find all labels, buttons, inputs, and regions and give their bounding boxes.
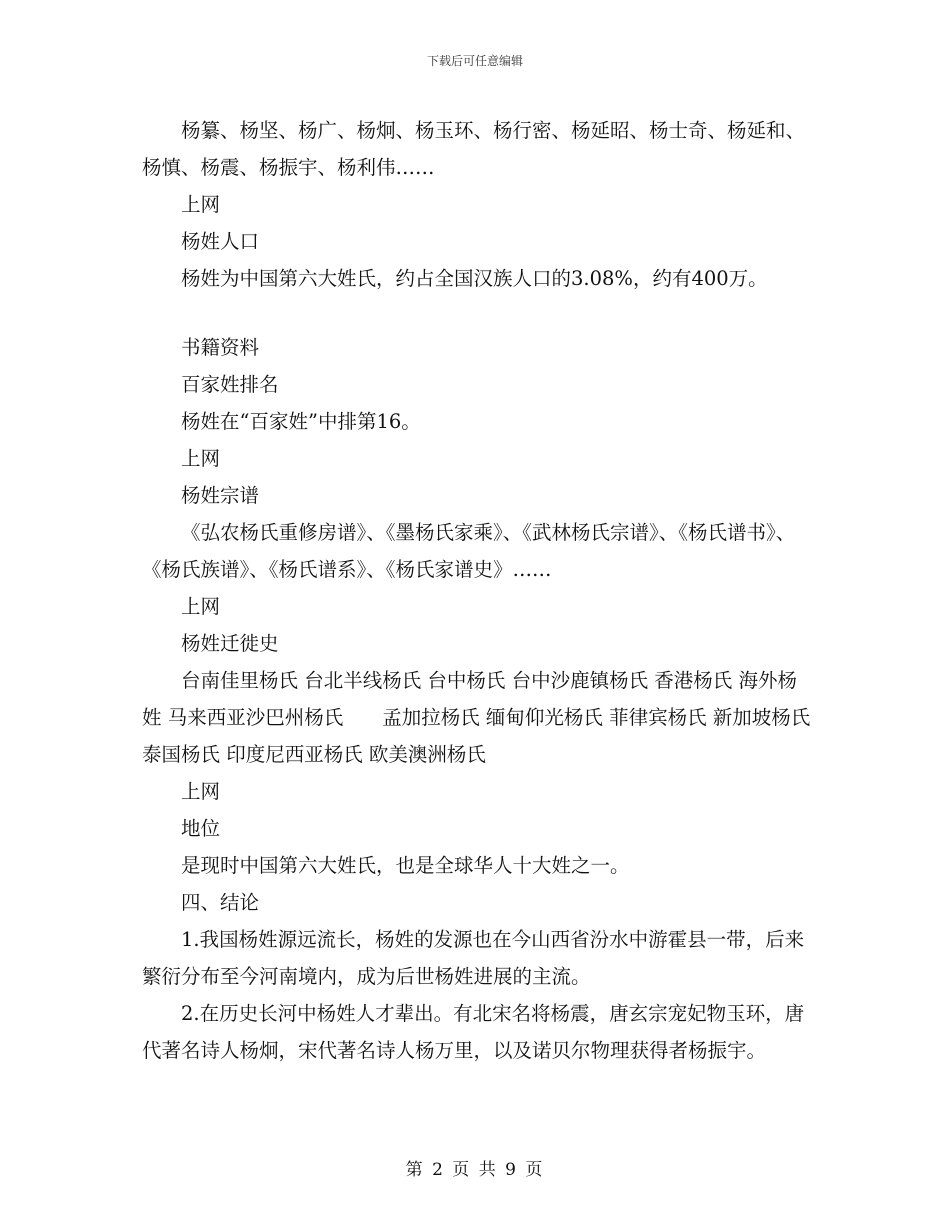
heading-ranking: 百家姓排名 — [181, 373, 279, 396]
paragraph-famous-people: 杨纂、杨坚、杨广、杨炯、杨玉环、杨行密、杨延昭、杨士奇、杨延和、杨慎、杨震、杨振宇、杨利伟…… — [142, 119, 806, 179]
paragraph-conclusion-2: 2.在历史长河中杨姓人才辈出。有北宋名将杨震，唐玄宗宠妃物玉环，唐代著名诗人杨炯，宋代著名诗人杨万里，以及诺贝尔物理获得者杨振宇。 — [142, 1002, 805, 1062]
paragraph-online-4: 上网 — [181, 780, 221, 803]
paragraph-migration: 台南佳里杨氏 台北半线杨氏 台中杨氏 台中沙鹿镇杨氏 香港杨氏 海外杨姓 马来西亚沙巴州杨氏 孟加拉杨氏 缅甸仰光杨氏 菲律宾杨氏 新加坡杨氏 泰国杨氏 印度尼西亚杨氏 欧美澳洲杨氏 — [142, 669, 811, 766]
paragraph-online-2: 上网 — [181, 447, 221, 470]
heading-conclusion: 四、结论 — [181, 891, 260, 914]
paragraph-online-1: 上网 — [181, 193, 221, 216]
paragraph-genealogy: 《弘农杨氏重修房谱》、《墨杨氏家乘》、《武林杨氏宗谱》、《杨氏谱书》、《杨氏族谱》、《杨氏谱系》、《杨氏家谱史》…… — [142, 521, 796, 581]
page-header: 下载后可任意编辑 — [426, 54, 523, 68]
paragraph-conclusion-1: 1.我国杨姓源远流长，杨姓的发源也在今山西省汾水中游霍县一带，后来繁衍分布至今河南境内，成为后世杨姓进展的主流。 — [142, 928, 805, 988]
heading-status: 地位 — [181, 817, 221, 840]
spacer — [142, 297, 812, 329]
paragraph-ranking: 杨姓在“百家姓”中排第16。 — [181, 410, 421, 433]
page-footer: 第 2 页 共 9 页 — [405, 1160, 545, 1180]
paragraph-online-3: 上网 — [181, 595, 221, 618]
heading-population: 杨姓人口 — [181, 230, 260, 253]
heading-books: 书籍资料 — [181, 336, 260, 359]
paragraph-status: 是现时中国第六大姓氏，也是全球华人十大姓之一。 — [181, 854, 630, 877]
heading-genealogy: 杨姓宗谱 — [181, 484, 260, 507]
heading-migration: 杨姓迁徙史 — [181, 632, 279, 655]
document-body — [142, 112, 812, 1069]
paragraph-population: 杨姓为中国第六大姓氏，约占全国汉族人口的3.08%，约有400万。 — [181, 267, 768, 290]
